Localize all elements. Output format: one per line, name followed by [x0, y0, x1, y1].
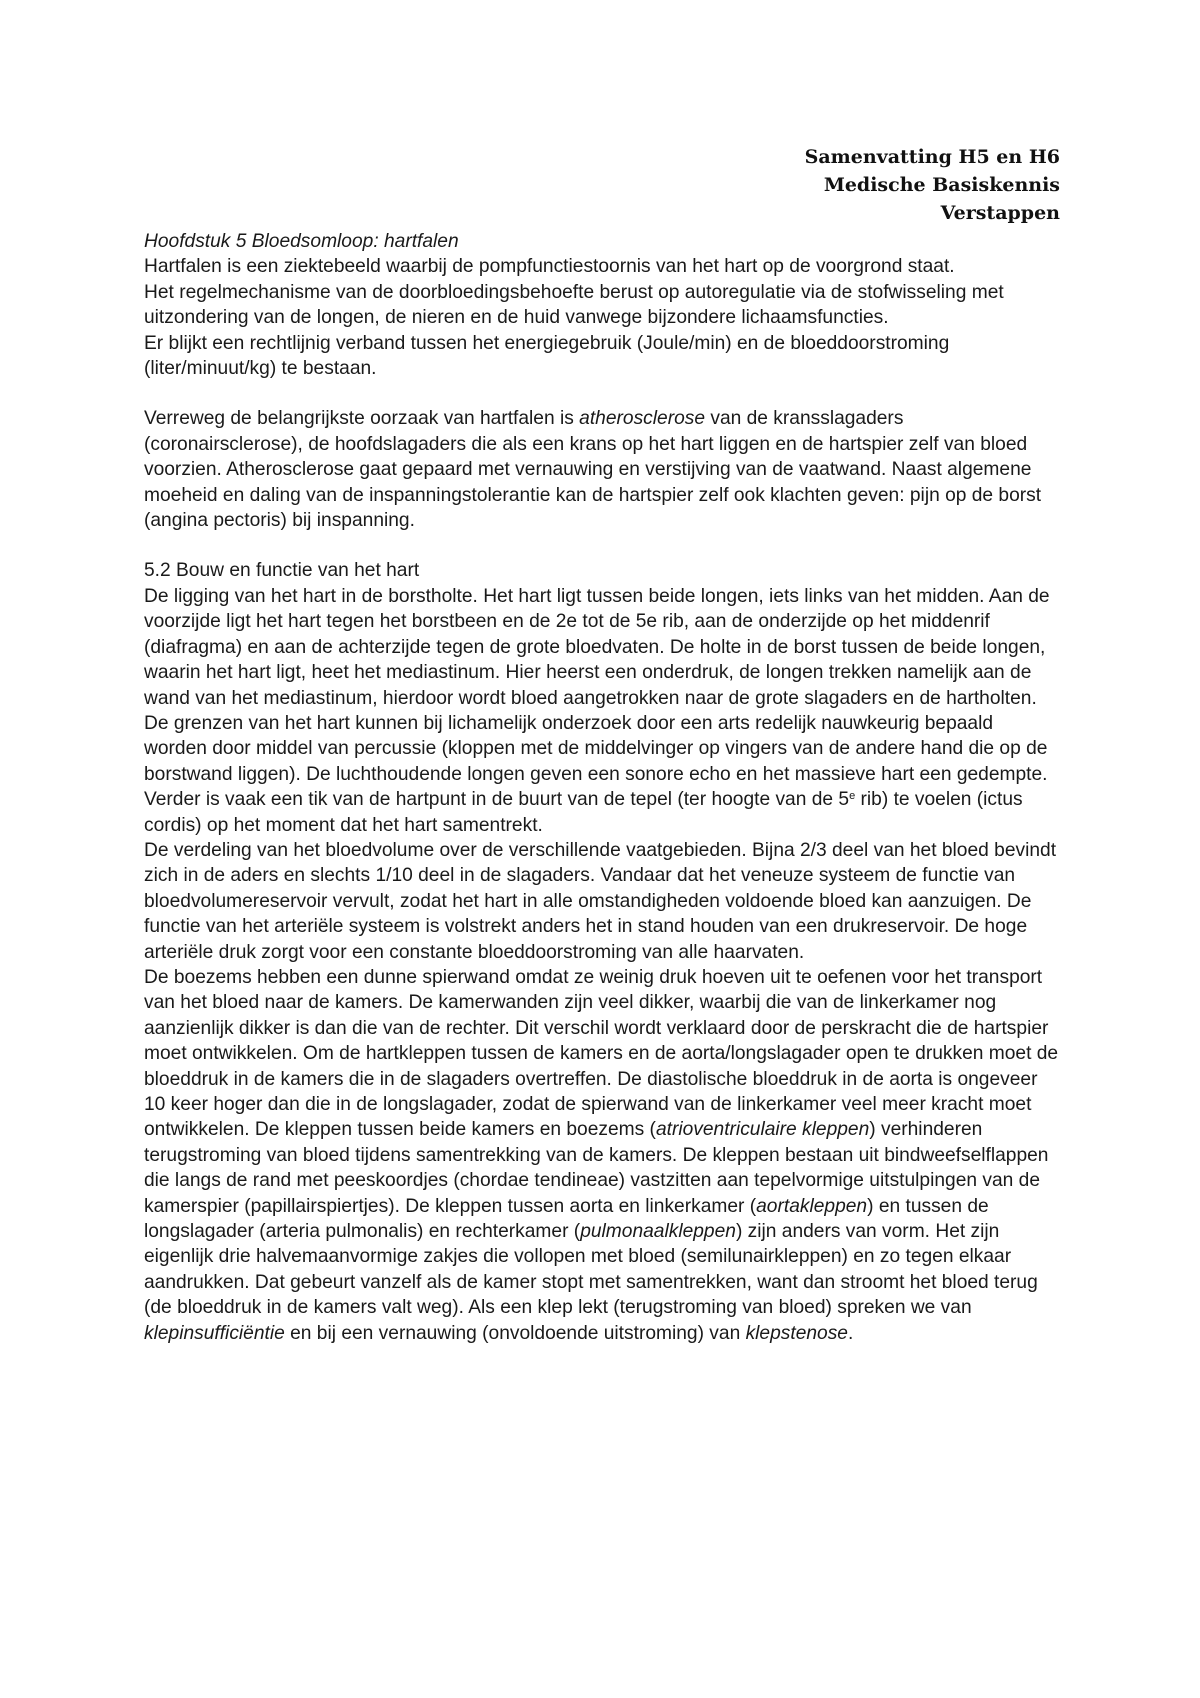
term-aortakleppen: aortakleppen [756, 1195, 868, 1217]
text-run: ) verhinderen terugstroming van bloed tijdens samentrekking van de kamers. De kleppen bestaan uit bindweefselflappen die langs de rand met peeskoordjes (chordae tendineae) vastzitten aan tepelvormige uitstulpingen van de kamerspier (papillairspiertjes). De kleppen tussen aorta en linkerkamer ( [144, 1119, 1049, 1217]
term-pulmonaalkleppen: pulmonaalkleppen [580, 1221, 736, 1243]
text-run: van de kransslagaders (coronairsclerose), de hoofdslagaders die als een krans op het hart liggen en de hartspier zelf van bloed voorzien. Atherosclerose gaat gepaard met vernauwing en verstijving van de vaatwand. Naast algemene moeheid en daling van de inspanningstolerantie kan de hartspier zelf ook klachten geven: pijn op de borst (angina pectoris) bij inspanning. [144, 408, 1042, 532]
term-klepinsufficientie: klepinsufficiëntie [144, 1322, 285, 1344]
title-line-2: Medische Basiskennis [823, 174, 1060, 196]
chapter-heading: Hoofdstuk 5 Bloedsomloop: hartfalen [144, 231, 459, 252]
paragraph-spacer [144, 381, 1060, 406]
text-run: De grenzen van het hart kunnen bij lichamelijk onderzoek door een arts redelijk nauwkeurig bepaald worden door middel van percussie (kloppen met de middelvinger op vingers van de andere hand die op de borstwand liggen). De luchthoudende longen geven een sonore echo en het massieve hart een gedempte. Verder is vaak een tik van de hartpunt in de buurt van de tepel (ter hoogte van de 5 [144, 712, 1048, 811]
text-run: De boezems hebben een dunne spierwand omdat ze weinig druk hoeven uit te oefenen voor het transport van het bloed naar de kamers. De kamerwanden zijn veel dikker, waarbij die van de linkerkamer nog aanzienlijk dikker is dan die van de rechter. Dit verschil wordt verklaard door de perskracht die de hartspier moet ontwikkelen. Om de hartkleppen tussen de kamers en de aorta/longslagader open te drukken moet de bloeddruk in de kamers die in de slagaders overtreffen. De diastolische bloeddruk in de aorta is ongeveer 10 keer hoger dan die in de longslagader, zodat de spierwand van de linkerkamer veel meer kracht moet ontwikkelen. De kleppen tussen beide kamers en boezems ( [144, 966, 1059, 1141]
title-line-3: Verstappen [940, 202, 1060, 224]
text-run: rib) te voelen (ictus cordis) op het moment dat het hart samentrekt. [144, 789, 1023, 836]
section-heading: 5.2 Bouw en functie van het hart [144, 560, 420, 582]
document-body [144, 229, 1060, 1346]
text-run: ) zijn anders van vorm. Het zijn eigenlijk drie halvemaanvormige zakjes die vollopen met bloed (semilunairkleppen) en zo tegen elkaar aandrukken. Dat gebeurt vanzelf als de kamer stopt met samentrekken, want dan stroomt het bloed terug (de bloeddruk in de kamers valt weg). Als een klep lekt (terugstroming van bloed) spreken we van [144, 1221, 1038, 1319]
intro-paragraph-1: Hartfalen is een ziektebeeld waarbij de pompfunctiestoornis van het hart op de voorgrond staat. [144, 256, 955, 278]
intro-paragraph-2: Het regelmechanisme van de doorbloedingsbehoefte berust op autoregulatie via de stofwisseling met uitzondering van de longen, de nieren en de huid vanwege bijzondere lichaamsfuncties. [144, 281, 1004, 329]
ligging-paragraph: De ligging van het hart in de borstholte. Het hart ligt tussen beide longen, iets links van het midden. Aan de voorzijde ligt het hart tegen het borstbeen en de 2e tot de 5e rib, aan de onderzijde op het middenrif (diafragma) en aan de achterzijde tegen de grote bloedvaten. De holte in de borst tussen de beide longen, waarin het hart ligt, heet het mediastinum. Hier heerst een onderdruk, de longen trekken namelijk aan de wand van het mediastinum, hierdoor wordt bloed aangetrokken naar de grote slagaders en de hartholten. [144, 585, 1050, 709]
text-run: en bij een vernauwing (onvoldoende uitstroming) van [284, 1322, 746, 1344]
term-atherosclerose: atherosclerose [579, 408, 706, 430]
title-line-1: Samenvatting H5 en H6 [804, 146, 1060, 168]
text-run: . [847, 1322, 854, 1344]
verdeling-paragraph: De verdeling van het bloedvolume over de verschillende vaatgebieden. Bijna 2/3 deel van het bloed bevindt zich in de aders en slechts 1/10 deel in de slagaders. Vandaar dat het veneuze systeem de functie van bloedvolumereservoir vervult, zodat het hart in alle omstandigheden voldoende bloed kan aanzuigen. De functie van het arteriële systeem is volstrekt anders het in stand houden van een drukreservoir. De hoge arteriële druk zorgt voor een constante bloeddoorstroming van alle haarvaten. [144, 839, 1057, 963]
boezems-paragraph [144, 965, 1060, 1346]
term-atrioventriculaire-kleppen: atrioventriculaire kleppen [655, 1119, 870, 1141]
text-run: Verreweg de belangrijkste oorzaak van hartfalen is [144, 408, 580, 430]
document-title [144, 143, 1060, 227]
text-run: ) en tussen de longslagader (arteria pulmonalis) en rechterkamer ( [144, 1195, 989, 1243]
atherosclerose-paragraph [144, 406, 1060, 533]
term-klepstenose: klepstenose [745, 1322, 848, 1344]
superscript: e [849, 790, 856, 803]
paragraph-spacer [144, 533, 1060, 558]
intro-paragraph-3: Er blijkt een rechtlijnig verband tussen het energiegebruik (Joule/min) en de bloeddoorstroming (liter/minuut/kg) te bestaan. [144, 332, 950, 380]
grenzen-paragraph [144, 711, 1060, 838]
